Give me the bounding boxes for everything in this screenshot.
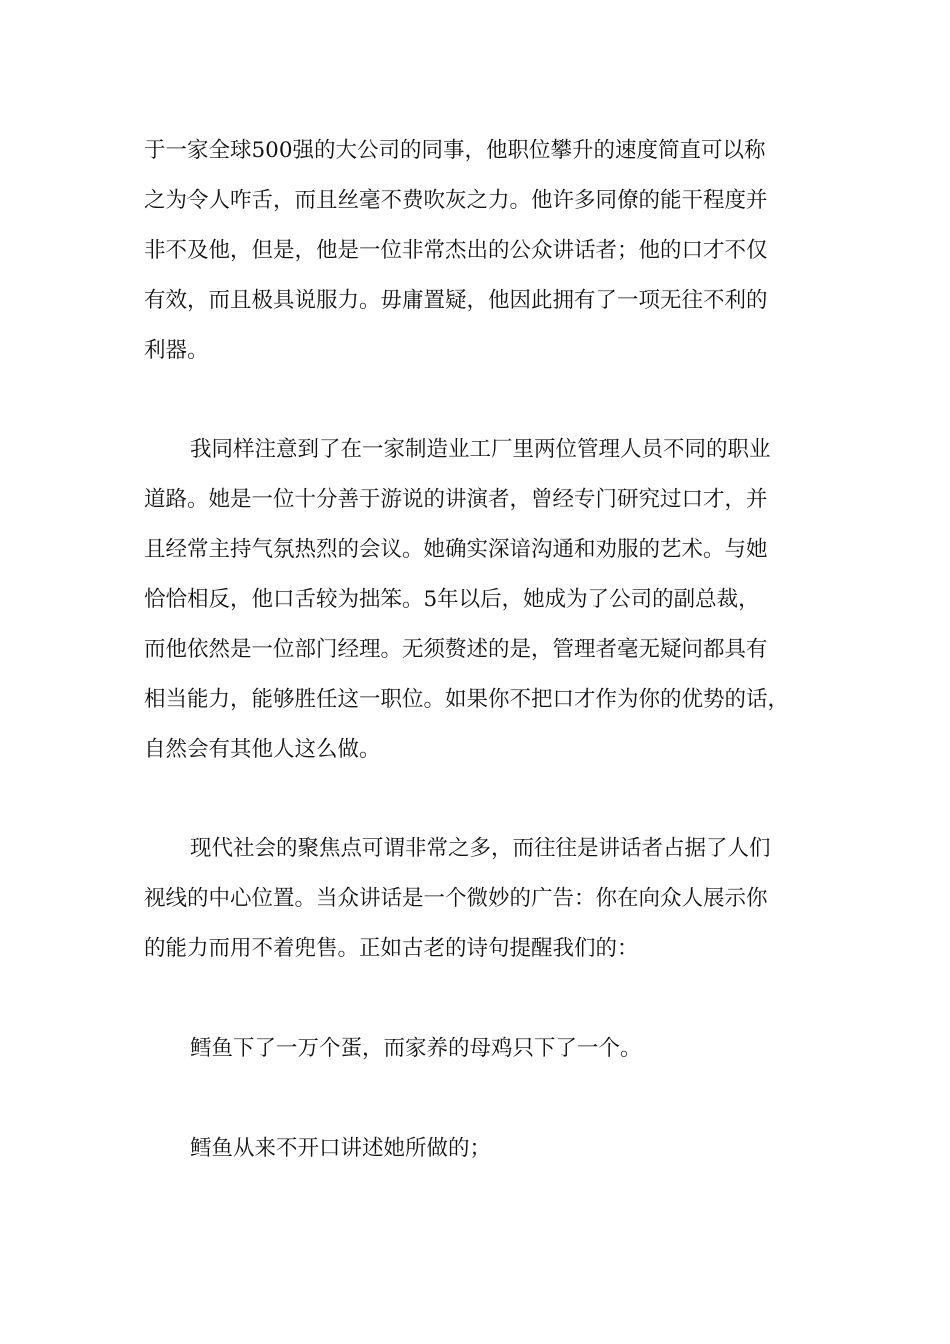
paragraph-5-line-1: 鳕鱼从来不开口讲述她所做的； [190, 1136, 492, 1161]
paragraph-4-line-1: 鳕鱼下了一万个蛋，而家养的母鸡只下了一个。 [190, 1036, 642, 1061]
paragraph-2-line-5: 而他依然是一位部门经理。无须赘述的是，管理者毫无疑问都具有 [144, 637, 768, 662]
paragraph-2-line-3: 且经常主持气氛热烈的会议。她确实深谙沟通和劝服的艺术。与她 [144, 537, 768, 562]
paragraph-2-line-6: 相当能力，能够胜任这一职位。如果你不把口才作为你的优势的话， [144, 687, 790, 712]
paragraph-1-line-2: 之为令人咋舌，而且丝毫不费吹灰之力。他许多同僚的能干程度并 [144, 188, 768, 213]
paragraph-1-line-4: 有效，而且极具说服力。毋庸置疑，他因此拥有了一项无往不利的 [144, 288, 768, 313]
paragraph-1-line-1: 于一家全球500强的大公司的同事，他职位攀升的速度简直可以称 [144, 138, 766, 163]
paragraph-3-line-3: 的能力而用不着兜售。正如古老的诗句提醒我们的： [144, 936, 639, 961]
paragraph-2-line-1: 我同样注意到了在一家制造业工厂里两位管理人员不同的职业 [190, 437, 771, 462]
paragraph-3-line-2: 视线的中心位置。当众讲话是一个微妙的广告：你在向众人展示你 [144, 886, 768, 911]
paragraph-2-line-4: 恰恰相反，他口舌较为拙笨。5年以后，她成为了公司的副总裁， [144, 587, 760, 612]
paragraph-1-line-5: 利器。 [144, 338, 209, 363]
paragraph-2-line-2: 道路。她是一位十分善于游说的讲演者，曾经专门研究过口才，并 [144, 487, 768, 512]
paragraph-1-line-3: 非不及他，但是，他是一位非常杰出的公众讲话者；他的口才不仅 [144, 238, 768, 263]
paragraph-2-line-7: 自然会有其他人这么做。 [144, 737, 381, 762]
paragraph-3-line-1: 现代社会的聚焦点可谓非常之多，而往往是讲话者占据了人们 [190, 836, 771, 861]
